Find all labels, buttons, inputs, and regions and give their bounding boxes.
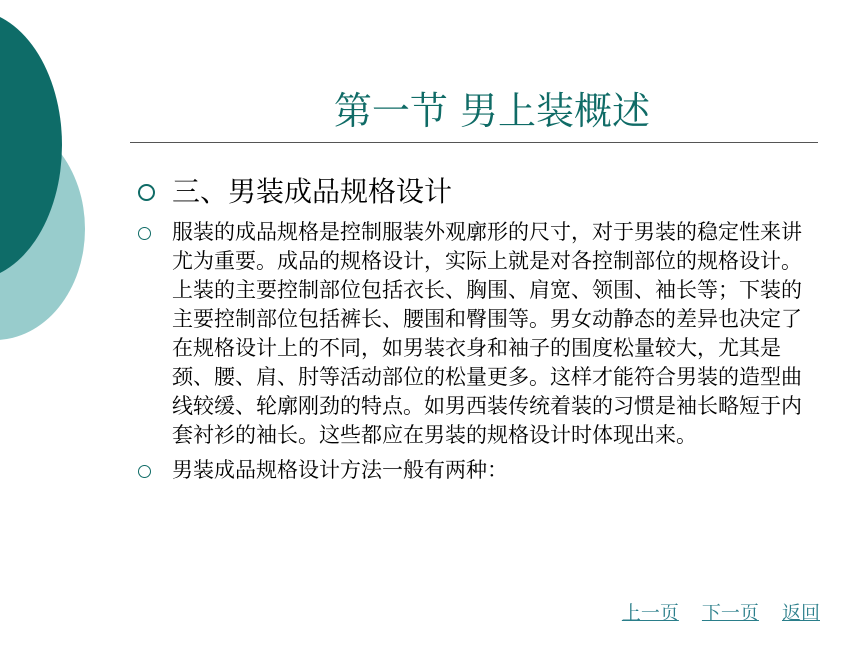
slide-title: 第一节 男上装概述 <box>333 89 650 133</box>
title-divider <box>130 142 818 143</box>
bullet-circle-icon <box>138 227 151 240</box>
bullet-heading-text: 三、男装成品规格设计 <box>172 175 453 208</box>
back-link[interactable]: 返回 <box>781 602 820 624</box>
next-page-link[interactable]: 下一页 <box>701 602 759 624</box>
prev-page-link[interactable]: 上一页 <box>621 602 679 624</box>
slide-navigation <box>605 598 820 625</box>
bullet-methods <box>138 456 818 485</box>
bullet-methods-text: 男装成品规格设计方法一般有两种： <box>172 458 508 482</box>
bullet-heading <box>138 172 818 212</box>
bullet-paragraph-text: 服装的成品规格是控制服装外观廓形的尺寸，对于男装的稳定性来讲尤为重要。成品的规格设计，实际上就是对各控制部位的规格设计。上装的主要控制部位包括衣长、胸围、肩宽、领围、袖长等；下装的主要控制部位包括裤长、腰围和臀围等。男女动静态的差异也决定了在规格设计上的不同，如男装衣身和袖子的围度松量较大，尤其是颈、腰、肩、肘等活动部位的松量更多。这样才能符合男装的造型曲线较缓、轮廓刚劲的特点。如男西装传统着装的习惯是袖长略短于内套衬衫的袖长。这些都应在男装的规格设计时体现出来。 <box>172 220 802 447</box>
bullet-circle-icon <box>138 184 155 201</box>
bullet-paragraph <box>138 218 818 450</box>
bullet-circle-icon <box>138 465 151 478</box>
slide-content <box>138 172 818 491</box>
